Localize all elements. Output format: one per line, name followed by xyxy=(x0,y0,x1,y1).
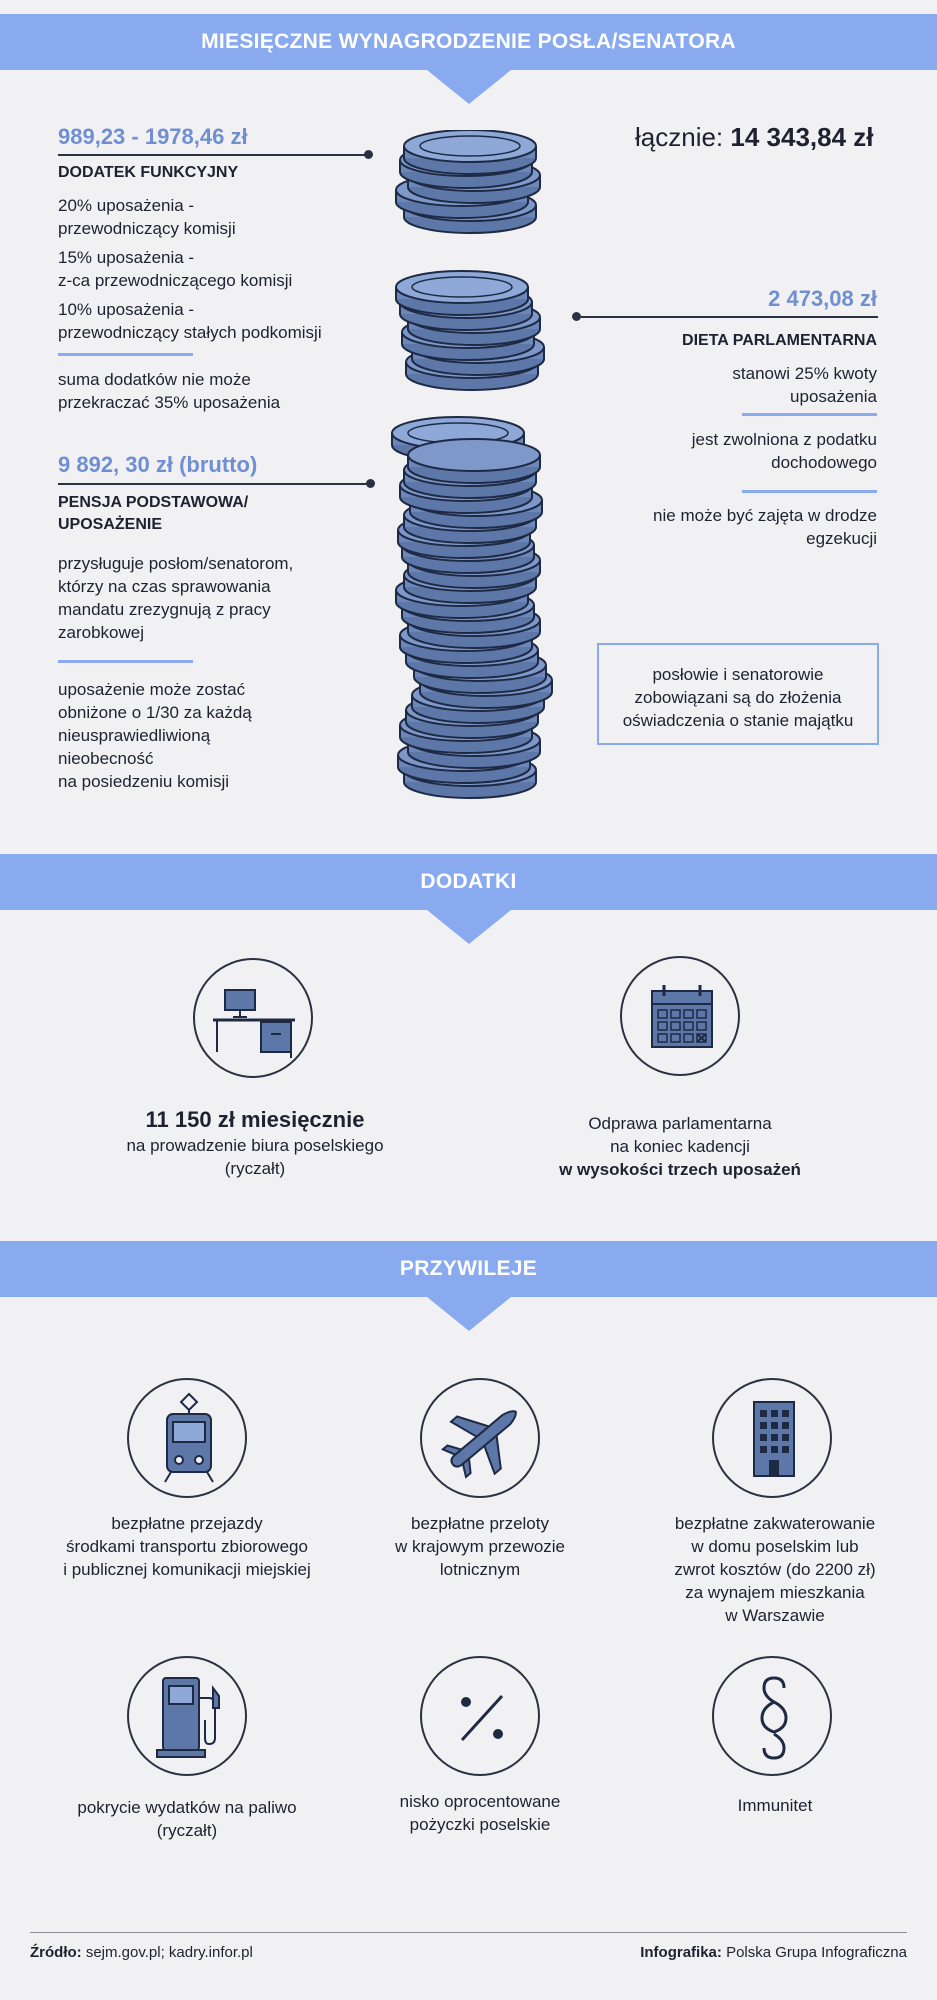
footer-source: Źródło: sejm.gov.pl; kadry.infor.pl xyxy=(30,1944,253,1961)
header-banner xyxy=(0,14,937,70)
pensja-title: PENSJA PODSTAWOWA/ UPOSAŻENIE xyxy=(58,494,249,533)
dodatek-funkcyjny-amount: 989,23 - 1978,46 zł xyxy=(58,124,248,149)
przywileje-banner xyxy=(0,1241,937,1297)
dieta-separator-2 xyxy=(742,490,877,493)
dieta-connector-line xyxy=(576,316,878,318)
dodatki-banner-arrow xyxy=(427,910,511,944)
dodatek-funkcyjny-title: DODATEK FUNKCYJNY xyxy=(58,164,239,181)
footer-credit: Infografika: Polska Grupa Infograficzna xyxy=(640,1944,907,1961)
pensja-note: uposażenie może zostać obniżone o 1/30 za każdą nieusprawiedliwioną nieobecność na posiedzeniu komisji xyxy=(58,680,252,791)
severance-caption: Odprawa parlamentarna na koniec kadencji w wysokości trzech uposażeń xyxy=(559,1114,801,1179)
office-allowance-caption: 11 150 zł miesięcznie na prowadzenie biura poselskiego (ryczałt) xyxy=(126,1107,384,1178)
tram-caption: bezpłatne przejazdy środkami transportu zbiorowego i publicznej komunikacji miejskiej xyxy=(63,1514,311,1579)
dieta-item-3: nie może być zajęta w drodze egzekucji xyxy=(653,506,877,548)
dodatek-item-3: 10% uposażenia - przewodniczący stałych podkomisji xyxy=(58,300,322,342)
pensja-connector-line xyxy=(58,483,370,485)
dodatki-title: DODATKI xyxy=(420,870,517,893)
building-caption: bezpłatne zakwaterowanie w domu poselskim lub zwrot kosztów (do 2200 zł) za wynajem mieszkania w Warszawie xyxy=(674,1514,876,1625)
dieta-item-1: stanowi 25% kwoty uposażenia xyxy=(732,364,877,406)
tram-icon xyxy=(127,1378,247,1498)
dieta-amount: 2 473,08 zł xyxy=(768,286,877,311)
fuel-pump-icon xyxy=(127,1656,247,1776)
percent-icon xyxy=(420,1656,540,1776)
dieta-separator-1 xyxy=(742,413,877,416)
pensja-separator xyxy=(58,660,193,663)
dodatek-item-2: 15% uposażenia - z-ca przewodniczącego komisji xyxy=(58,248,293,290)
pensja-description: przysługuje posłom/senatorom, którzy na czas sprawowania mandatu zrezygnują z pracy zarobkowej xyxy=(58,554,294,642)
coin-stacks-illustration xyxy=(370,130,570,810)
fuel-caption: pokrycie wydatków na paliwo (ryczałt) xyxy=(77,1798,297,1840)
dodatki-banner xyxy=(0,854,937,910)
dodatek-separator xyxy=(58,353,193,356)
pensja-amount: 9 892, 30 zł (brutto) xyxy=(58,452,258,477)
total-amount: łącznie: 14 343,84 zł xyxy=(635,122,874,152)
desk-computer-icon xyxy=(193,958,313,1078)
declaration-box: posłowie i senatorowie zobowiązani są do złożenia oświadczenia o stanie majątku xyxy=(597,643,879,745)
footer-divider xyxy=(30,1932,907,1933)
airplane-icon xyxy=(420,1378,540,1498)
dodatek-item-1: 20% uposażenia - przewodniczący komisji xyxy=(58,196,236,238)
calendar-icon xyxy=(620,956,740,1076)
airplane-caption: bezpłatne przeloty w krajowym przewozie lotnicznym xyxy=(394,1514,566,1579)
building-icon xyxy=(712,1378,832,1498)
dodatek-connector-line xyxy=(58,154,368,156)
header-banner-arrow xyxy=(427,70,511,104)
przywileje-title: PRZYWILEJE xyxy=(399,1257,538,1280)
dodatek-note: suma dodatków nie może przekraczać 35% uposażenia xyxy=(58,370,281,412)
dieta-title: DIETA PARLAMENTARNA xyxy=(682,332,877,349)
percent-caption: nisko oprocentowane pożyczki poselskie xyxy=(399,1792,561,1834)
przywileje-banner-arrow xyxy=(427,1297,511,1331)
dieta-item-2: jest zwolniona z podatku dochodowego xyxy=(691,430,877,472)
paragraph-icon xyxy=(712,1656,832,1776)
immunity-caption: Immunitet xyxy=(737,1796,813,1815)
header-title: MIESIĘCZNE WYNAGRODZENIE POSŁA/SENATORA xyxy=(201,30,736,53)
